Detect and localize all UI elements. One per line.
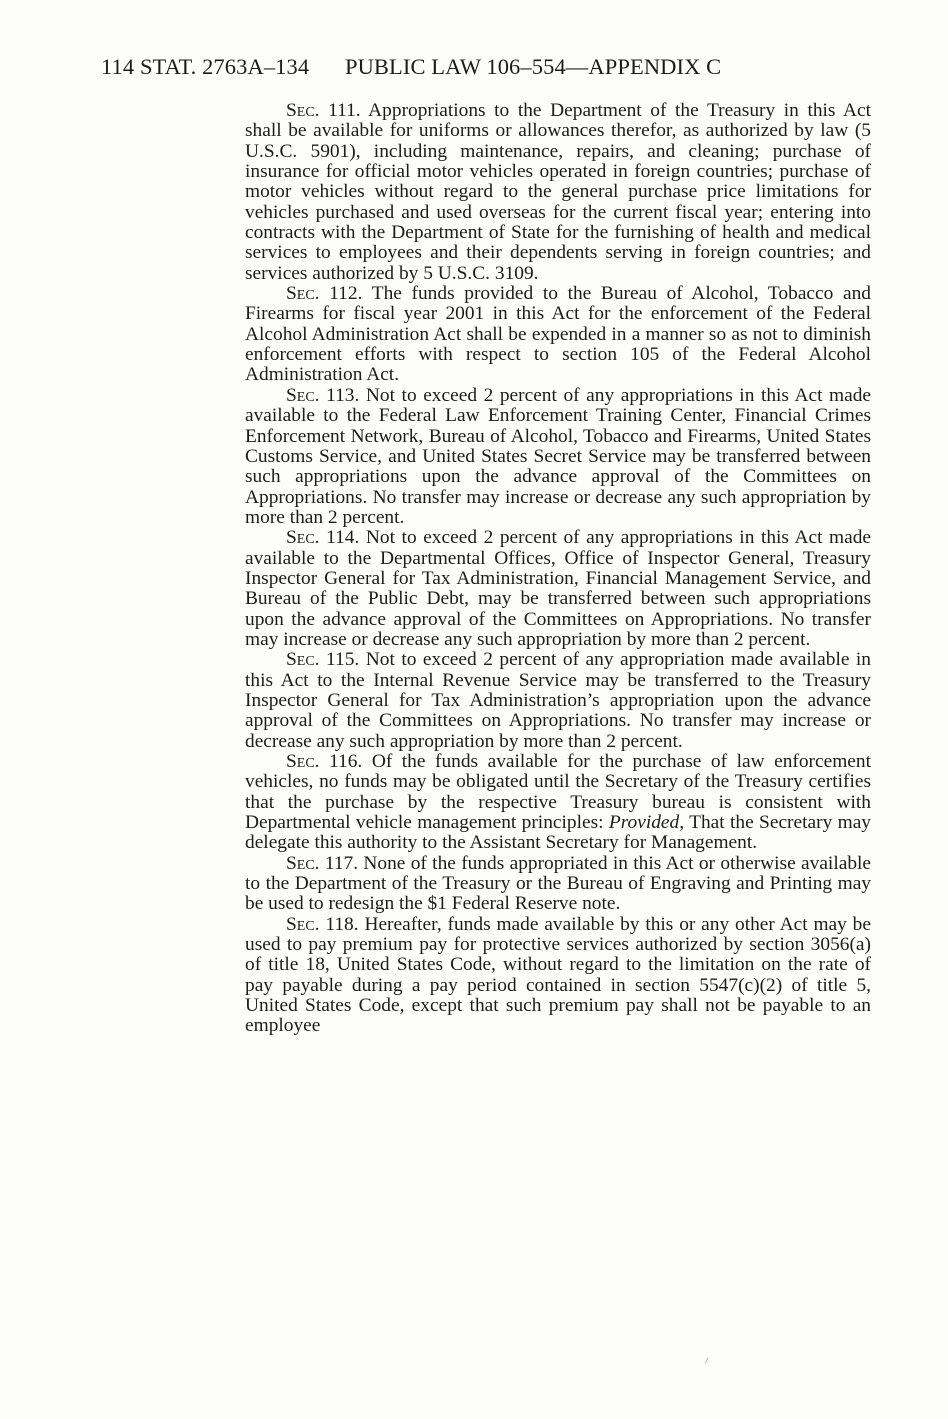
section-label: Sec. — [286, 751, 320, 772]
section-label: Sec. — [286, 100, 320, 121]
section-number: 118. — [325, 913, 359, 935]
running-head — [101, 54, 721, 80]
body-text — [245, 101, 871, 1037]
section-number: 112. — [329, 283, 363, 305]
section-111 — [245, 101, 871, 284]
public-law-title: PUBLIC LAW 106–554—APPENDIX C — [344, 54, 722, 79]
section-112 — [245, 284, 871, 386]
section-118 — [245, 915, 871, 1037]
section-number: 115. — [326, 649, 360, 671]
section-number: 117. — [324, 852, 359, 874]
section-label: Sec. — [286, 283, 320, 305]
section-number: 116. — [329, 751, 363, 772]
section-text: Not to exceed 2 percent of any appropriation made available in this Act to the Internal Revenue Service may be transferred to the Treasury Inspector General for Tax Administration’s appropriation upon the advance approval of the Committees on Appropriations. No transfer may increase or decrease any such appropriation by more than 2 percent. — [245, 649, 872, 752]
section-italic-text: Provided, — [608, 812, 685, 834]
section-117 — [245, 854, 871, 915]
section-label: Sec. — [286, 649, 320, 671]
section-text: Appropriations to the Department of the Treasury in this Act shall be available for uniforms or allowances therefor, as authorized by law (5 U.S.C. 5901), including maintenance, repairs, and cleaning; purchase of insurance for official motor vehicles operated in foreign countries; purchase of motor vehicles without regard to the general purchase price limitations for vehicles purchased and used overseas for the current fiscal year; entering into contracts with the Department of State for the furnishing of health and medical services to employees and their dependents serving in foreign countries; and services authorized by 5 U.S.C. 3109. — [245, 100, 871, 284]
section-text-continued: That the Secretary may delegate this authority to the Assistant Secretary for Management. — [245, 812, 872, 854]
section-label: Sec. — [286, 852, 320, 874]
section-text: None of the funds appropriated in this Act or otherwise available to the Department of the Treasury or the Bureau of Engraving and Printing may be used to redesign the $1 Federal Reserve note. — [245, 852, 872, 915]
section-text: Hereafter, funds made available by this or any other Act may be used to pay premium pay for protective services authorized by section 3056(a) of title 18, United States Code, without regard to the limitation on the rate of pay payable during a pay period contained in section 5547(c)(2) of title 5, United States Code, except that such premium pay shall not be payable to an employee — [245, 913, 871, 1037]
section-115 — [245, 650, 871, 752]
section-116 — [245, 752, 871, 854]
section-114 — [245, 528, 871, 650]
scan-mark — [705, 1357, 711, 1364]
section-text: Of the funds available for the purchase of law enforcement vehicles, no funds may be obligated until the Secretary of the Treasury certifies that the purchase by the respective Treasury bureau is consistent with Departmental vehicle management principles: — [245, 751, 871, 834]
section-text: Not to exceed 2 percent of any appropriations in this Act made available to the Federal Law Enforcement Training Center, Financial Crimes Enforcement Network, Bureau of Alcohol, Tobacco and Firearms, United States Customs Service, and United States Secret Service may be transferred between such appropriations upon the advance approval of the Committees on Appropriations. No transfer may increase or decrease any such appropriation by more than 2 percent. — [245, 384, 872, 528]
section-text: The funds provided to the Bureau of Alcohol, Tobacco and Firearms for fiscal year 2001 in this Act for the enforcement of the Federal Alcohol Administration Act shall be expended in a manner so as not to diminish enforcement efforts with respect to section 105 of the Federal Alcohol Administration Act. — [245, 283, 871, 386]
section-113 — [245, 386, 871, 528]
section-number: 111. — [328, 100, 361, 121]
section-label: Sec. — [286, 527, 320, 549]
section-number: 113. — [326, 384, 360, 406]
section-label: Sec. — [286, 384, 320, 406]
statute-reference: 114 STAT. 2763A–134 — [101, 54, 310, 79]
section-label: Sec. — [286, 913, 320, 935]
section-text: Not to exceed 2 percent of any appropriations in this Act made available to the Departmental Offices, Office of Inspector General, Treasury Inspector General for Tax Administration, Financial Management Service, and Bureau of the Public Debt, may be transferred between such appropriations upon the advance approval of the Committees on Appropriations. No transfer may increase or decrease any such appropriation by more than 2 percent. — [245, 527, 872, 650]
section-number: 114. — [326, 527, 360, 549]
